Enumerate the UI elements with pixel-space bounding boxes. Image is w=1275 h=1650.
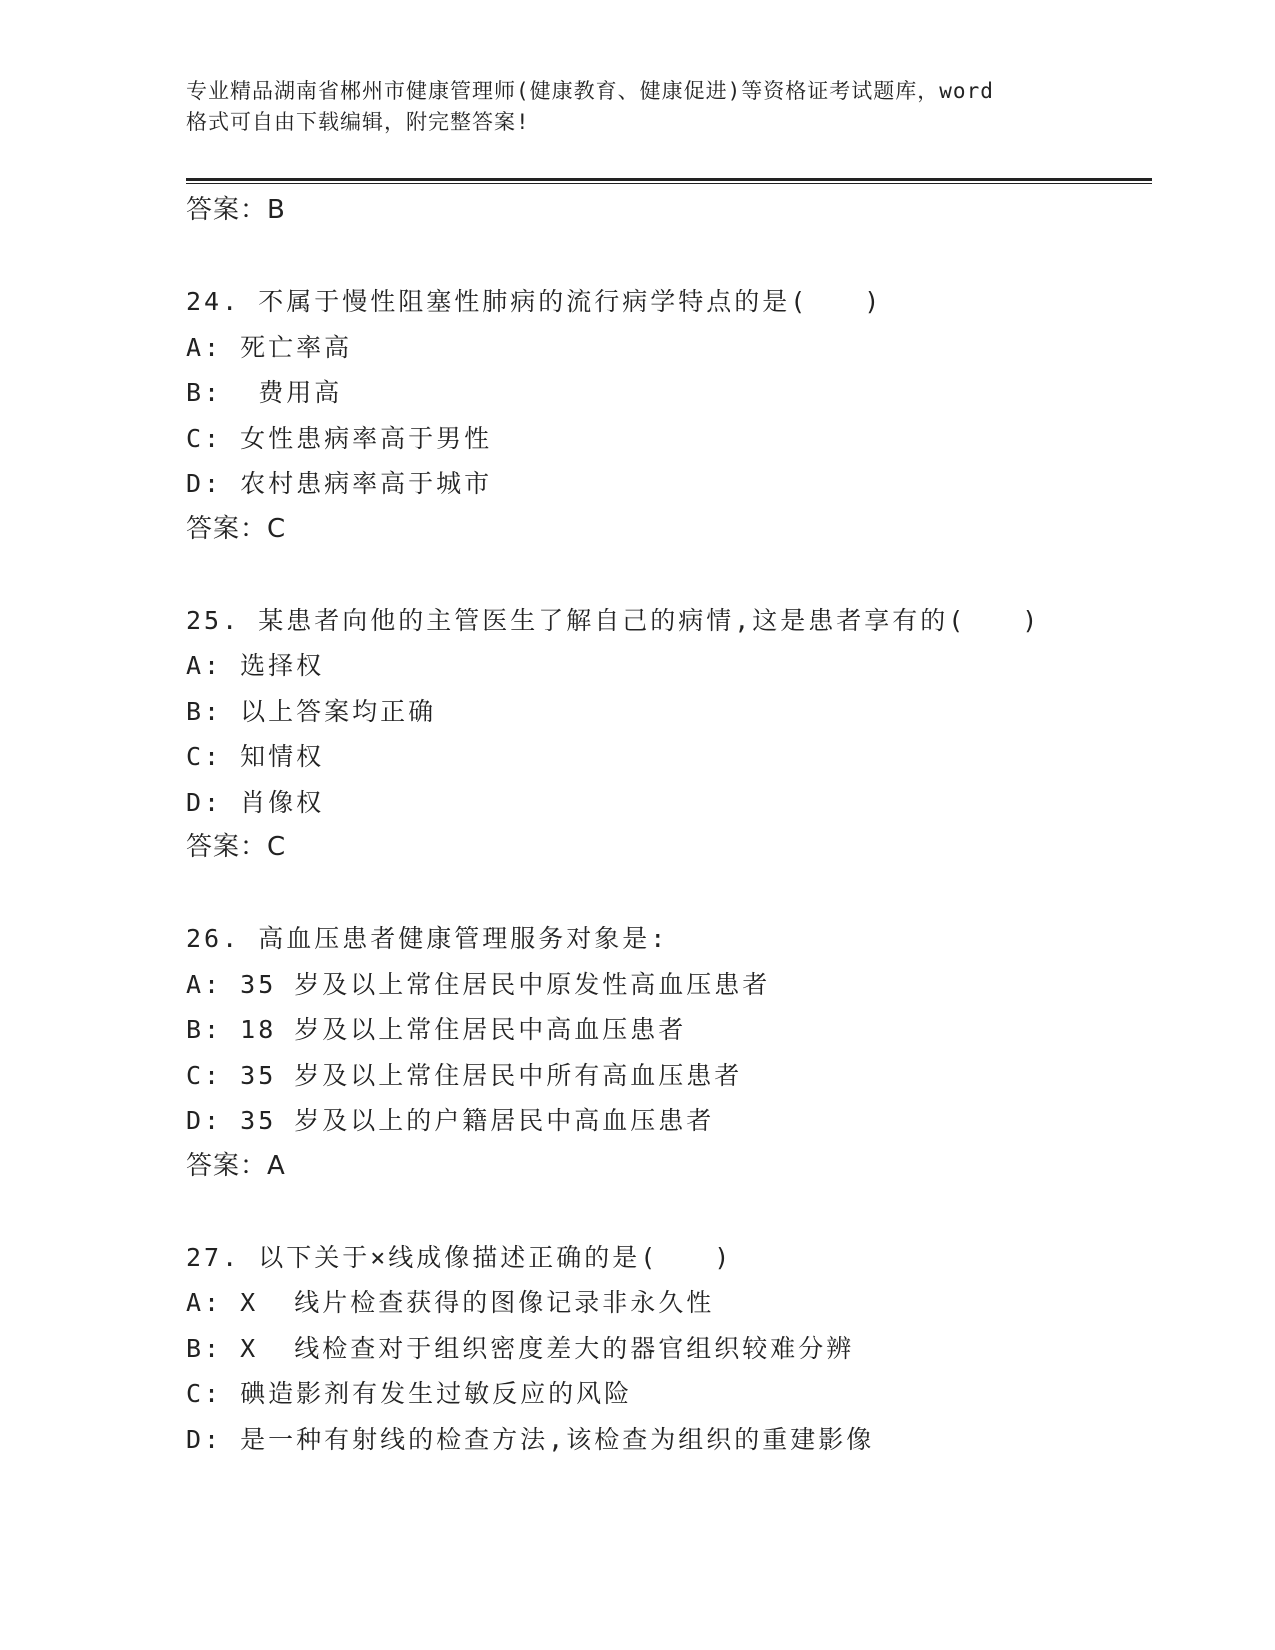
option-b: B: X 线检查对于组织密度差大的器官组织较难分辨 bbox=[186, 1333, 855, 1363]
header-rule-thick bbox=[186, 178, 1152, 181]
option-d: D: 农村患病率高于城市 bbox=[186, 469, 493, 498]
answer: 答案：A bbox=[186, 1150, 286, 1181]
question-27 bbox=[186, 1235, 1152, 1463]
question-stem: 27. 以下关于×线成像描述正确的是( ) bbox=[186, 1242, 733, 1272]
option-a: A: 死亡率高 bbox=[186, 332, 353, 362]
option-a: A: 35 岁及以上常住居民中原发性高血压患者 bbox=[186, 969, 771, 999]
option-b: B: 费用高 bbox=[186, 378, 343, 407]
spacer bbox=[186, 1189, 1152, 1235]
option-d: D: 是一种有射线的检查方法,该检查为组织的重建影像 bbox=[186, 1424, 875, 1454]
option-c: C: 碘造影剂有发生过敏反应的风险 bbox=[186, 1379, 633, 1408]
option-a: A: X 线片检查获得的图像记录非永久性 bbox=[186, 1288, 715, 1317]
page-header bbox=[186, 76, 1086, 138]
answer-23: 答案：B bbox=[186, 195, 286, 225]
spacer bbox=[186, 871, 1152, 917]
header-line-1: 专业精品湖南省郴州市健康管理师(健康教育、健康促进)等资格证考试题库，word bbox=[186, 79, 994, 103]
question-stem: 24. 不属于慢性阻塞性肺病的流行病学特点的是( ) bbox=[186, 287, 883, 316]
answer: 答案：C bbox=[186, 832, 287, 862]
option-c: C: 35 岁及以上常住居民中所有高血压患者 bbox=[186, 1060, 743, 1090]
question-stem: 25. 某患者向他的主管医生了解自己的病情,这是患者享有的( ) bbox=[186, 605, 1041, 635]
option-c: C: 女性患病率高于男性 bbox=[186, 423, 493, 453]
question-25 bbox=[186, 598, 1152, 871]
option-b: B: 以上答案均正确 bbox=[186, 696, 437, 726]
option-d: D: 肖像权 bbox=[186, 787, 325, 817]
spacer bbox=[186, 552, 1152, 598]
option-d: D: 35 岁及以上的户籍居民中高血压患者 bbox=[186, 1106, 715, 1135]
spacer bbox=[186, 234, 1152, 280]
option-a: A: 选择权 bbox=[186, 651, 325, 680]
option-c: C: 知情权 bbox=[186, 742, 325, 771]
answer: 答案：C bbox=[186, 513, 287, 544]
header-rule-thin bbox=[186, 183, 1152, 184]
option-b: B: 18 岁及以上常住居民中高血压患者 bbox=[186, 1015, 687, 1044]
header-line-2: 格式可自由下载编辑，附完整答案! bbox=[186, 110, 530, 134]
question-26 bbox=[186, 916, 1152, 1189]
question-stem: 26. 高血压患者健康管理服务对象是: bbox=[186, 924, 669, 953]
question-list bbox=[186, 188, 1152, 1462]
question-24 bbox=[186, 279, 1152, 552]
